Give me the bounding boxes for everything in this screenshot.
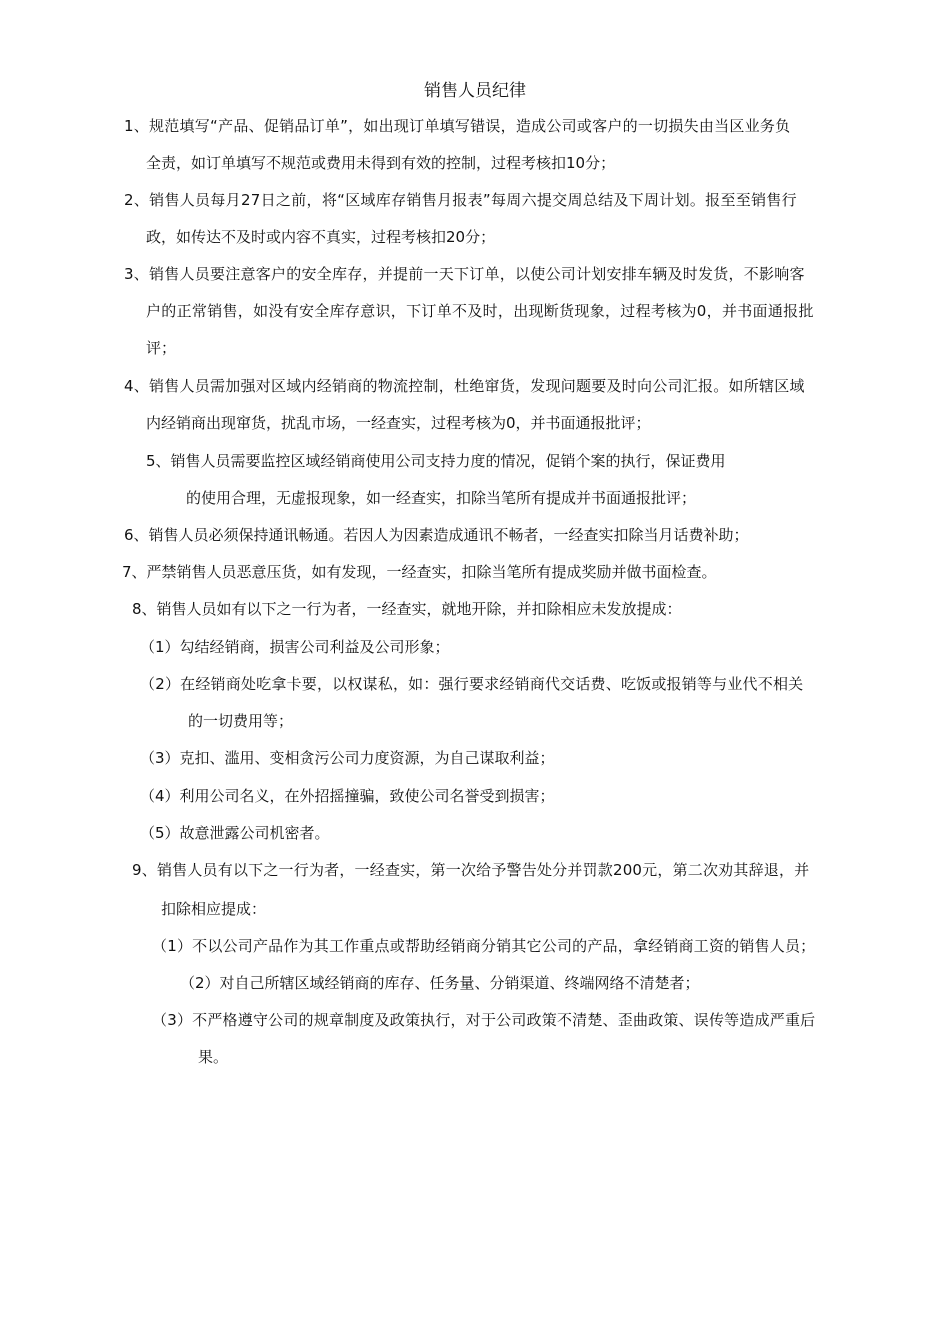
rule-9-subitem-2-line-1: （2）对自己所辖区域经销商的库存、任务量、分销渠道、终端网络不清楚者； — [180, 974, 700, 992]
rule-item-2-line-2: 政，如传达不及时或内容不真实，过程考核扣20分； — [146, 228, 496, 246]
rule-item-8-line-1: 8、销售人员如有以下之一行为者，一经查实，就地开除，并扣除相应未发放提成： — [132, 600, 682, 618]
rule-item-3-line-3: 评； — [146, 339, 177, 357]
rule-item-4-line-2: 内经销商出现窜货，扰乱市场，一经查实，过程考核为0，并书面通报批评； — [146, 414, 651, 432]
rule-9-subitem-3-line-2: 果。 — [198, 1048, 229, 1066]
rule-item-1-line-2: 全责，如订单填写不规范或费用未得到有效的控制，过程考核扣10分； — [146, 154, 616, 172]
rule-item-2-line-1: 2、销售人员每月27日之前，将“区域库存销售月报表”每周六提交周总结及下周计划。报至至销售行 — [124, 191, 797, 209]
rule-item-5-line-2: 的使用合理，无虚报现象，如一经查实，扣除当笔所有提成并书面通报批评； — [186, 489, 697, 507]
rule-item-9-line-2: 扣除相应提成： — [161, 900, 267, 918]
page-title: 销售人员纪律 — [424, 81, 526, 101]
rule-8-subitem-3-line-1: （3）克扣、滥用、变相贪污公司力度资源，为自己谋取利益； — [140, 749, 555, 767]
rule-8-subitem-1-line-1: （1）勾结经销商，损害公司利益及公司形象； — [140, 638, 450, 656]
rule-item-1-line-1: 1、规范填写“产品、促销品订单”，如出现订单填写错误，造成公司或客户的一切损失由当区业务负 — [124, 117, 791, 135]
rule-9-subitem-1-line-1: （1）不以公司产品作为其工作重点或帮助经销商分销其它公司的产品，拿经销商工资的销售人员； — [152, 937, 816, 955]
rule-9-subitem-3-line-1: （3）不严格遵守公司的规章制度及政策执行，对于公司政策不清楚、歪曲政策、误传等造成严重后 — [152, 1011, 816, 1029]
rule-item-6-line-1: 6、销售人员必须保持通讯畅通。若因人为因素造成通讯不畅者，一经查实扣除当月话费补助； — [124, 526, 749, 544]
rule-8-subitem-4-line-1: （4）利用公司名义，在外招摇撞骗，致使公司名誉受到损害； — [140, 787, 555, 805]
rule-item-5-line-1: 5、销售人员需要监控区域经销商使用公司支持力度的情况，促销个案的执行，保证费用 — [146, 452, 726, 470]
rule-8-subitem-5-line-1: （5）故意泄露公司机密者。 — [140, 824, 330, 842]
rule-item-3-line-2: 户的正常销售，如没有安全库存意识，下订单不及时，出现断货现象，过程考核为0，并书面通报批 — [146, 302, 814, 320]
rule-item-3-line-1: 3、销售人员要注意客户的安全库存，并提前一天下订单，以使公司计划安排车辆及时发货，不影响客 — [124, 265, 805, 283]
rule-item-7-line-1: 7、严禁销售人员恶意压货，如有发现，一经查实，扣除当笔所有提成奖励并做书面检查。 — [122, 563, 717, 581]
rule-8-subitem-2-line-1: （2）在经销商处吃拿卡要，以权谋私，如：强行要求经销商代交话费、吃饭或报销等与业代不相关 — [140, 675, 804, 693]
rule-item-4-line-1: 4、销售人员需加强对区域内经销商的物流控制，杜绝窜货，发现问题要及时向公司汇报。如所辖区域 — [124, 377, 805, 395]
rule-item-9-line-1: 9、销售人员有以下之一行为者，一经查实，第一次给予警告处分并罚款200元，第二次劝其辞退，并 — [132, 861, 810, 879]
rule-8-subitem-2-line-2: 的一切费用等； — [188, 712, 294, 730]
